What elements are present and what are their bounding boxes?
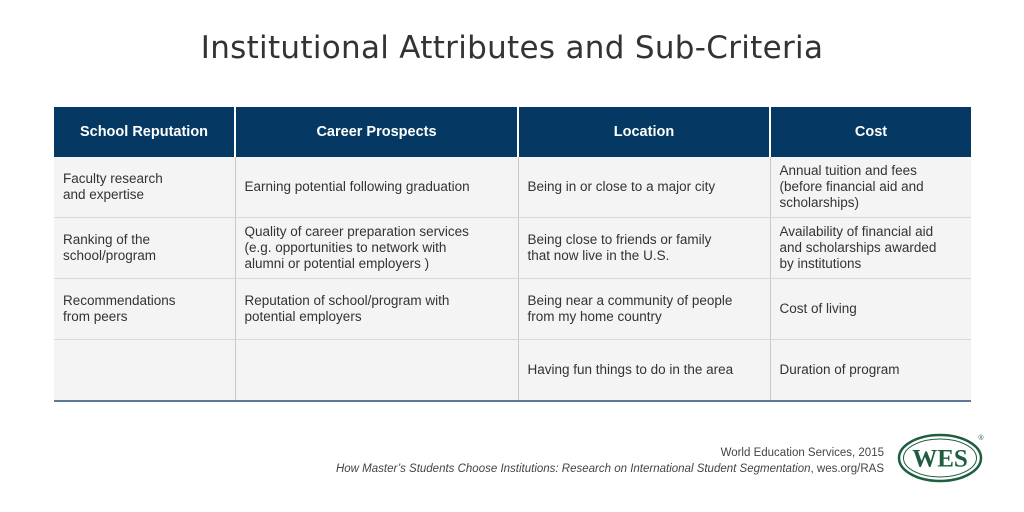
table-cell: Recommendations from peers xyxy=(54,279,235,340)
wes-logo xyxy=(896,430,986,484)
table-cell: Earning potential following graduation xyxy=(235,157,518,218)
source-citation xyxy=(336,445,884,477)
table-cell: Quality of career preparation services (e.g. opportunities to network with alumni or potential employers ) xyxy=(235,218,518,279)
table-cell xyxy=(235,340,518,402)
table-cell: Being close to friends or family that now live in the U.S. xyxy=(518,218,770,279)
table-cell: Annual tuition and fees (before financial aid and scholarships) xyxy=(770,157,971,218)
column-header-cost: Cost xyxy=(770,107,971,157)
source-url: , wes.org/RAS xyxy=(810,463,884,475)
table-cell xyxy=(54,340,235,402)
table-cell: Reputation of school/program with potential employers xyxy=(235,279,518,340)
logo-text: WES xyxy=(912,445,968,473)
criteria-table xyxy=(54,107,971,402)
column-header-school-reputation: School Reputation xyxy=(54,107,235,157)
table-cell: Duration of program xyxy=(770,340,971,402)
table-row xyxy=(54,157,971,218)
table-cell: Being in or close to a major city xyxy=(518,157,770,218)
column-header-location: Location xyxy=(518,107,770,157)
table-row xyxy=(54,340,971,402)
source-line-1: World Education Services, 2015 xyxy=(720,447,884,459)
column-header-career-prospects: Career Prospects xyxy=(235,107,518,157)
source-publication-title: How Master’s Students Choose Institutions: Research on International Student Segmentation xyxy=(335,463,811,475)
table-cell: Having fun things to do in the area xyxy=(518,340,770,402)
source-line-2 xyxy=(336,461,884,477)
table-cell: Cost of living xyxy=(770,279,971,340)
table-header-row xyxy=(54,107,971,157)
table-cell: Ranking of the school/program xyxy=(54,218,235,279)
registered-mark: ® xyxy=(978,435,984,442)
table-row xyxy=(54,279,971,340)
table-row xyxy=(54,218,971,279)
table-cell: Faculty research and expertise xyxy=(54,157,235,218)
table-cell: Availability of financial aid and scholarships awarded by institutions xyxy=(770,218,971,279)
table-cell: Being near a community of people from my home country xyxy=(518,279,770,340)
page-title: Institutional Attributes and Sub-Criteria xyxy=(200,30,824,66)
